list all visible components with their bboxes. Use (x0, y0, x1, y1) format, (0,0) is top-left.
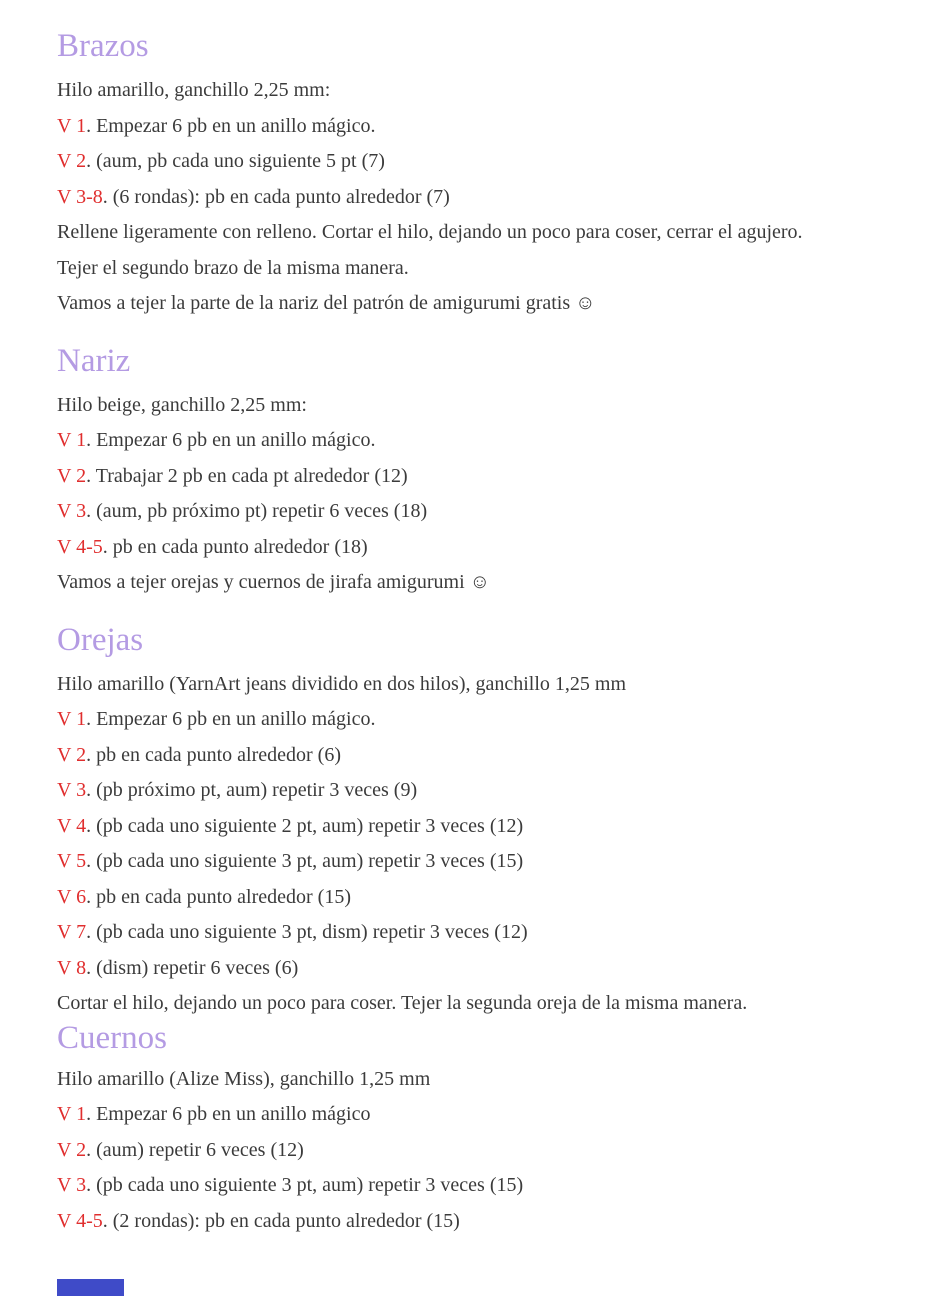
pattern-line (57, 915, 893, 951)
pattern-line (57, 738, 893, 774)
round-instruction: . (aum, pb próximo pt) repetir 6 veces (18) (86, 500, 428, 522)
pattern-line (57, 251, 893, 287)
pattern-line (57, 144, 893, 180)
round-instruction: . (pb cada uno siguiente 3 pt, aum) repetir 3 veces (15) (86, 1174, 524, 1196)
pattern-line (57, 951, 893, 987)
round-label: V 1 (57, 1103, 87, 1125)
round-label: V 2 (57, 464, 87, 487)
round-instruction: . pb en cada punto alrededor (18) (102, 535, 368, 558)
pattern-line (57, 388, 893, 424)
round-instruction: Rellene ligeramente con relleno. Cortar el hilo, dejando un poco para coser, cerrar el agujero. (57, 221, 803, 243)
pattern-line (57, 1097, 893, 1133)
round-instruction: . (pb cada uno siguiente 3 pt, aum) repetir 3 veces (15) (86, 850, 524, 872)
round-label: V 1 (57, 114, 87, 137)
round-instruction: . (2 rondas): pb en cada punto alrededor (15) (102, 1209, 460, 1232)
pattern-line (57, 494, 893, 530)
round-instruction: . (aum, pb cada uno siguiente 5 pt (7) (86, 150, 385, 172)
section-title-brazos: Brazos (57, 28, 149, 64)
pattern-line (57, 1133, 893, 1169)
round-instruction: . pb en cada punto alrededor (6) (86, 743, 341, 766)
pattern-line (57, 73, 893, 109)
section-title-orejas: Orejas (57, 621, 144, 658)
round-instruction: . Empezar 6 pb en un anillo mágico. (86, 429, 376, 451)
round-label: V 4-5 (57, 535, 103, 558)
pattern-line (57, 1062, 893, 1098)
round-label: V 8 (57, 956, 87, 979)
round-label: V 3 (57, 1174, 87, 1196)
round-instruction: Hilo amarillo, ganchillo 2,25 mm: (57, 79, 331, 101)
pattern-line (57, 1168, 893, 1204)
round-label: V 2 (57, 1138, 87, 1161)
round-label: V 3 (57, 500, 87, 522)
round-label: V 2 (57, 743, 87, 766)
round-label: V 2 (57, 150, 87, 172)
round-label: V 6 (57, 885, 87, 908)
round-instruction: Hilo beige, ganchillo 2,25 mm: (57, 393, 307, 416)
round-label: V 1 (57, 429, 87, 451)
round-instruction: Tejer el segundo brazo de la misma manera. (57, 256, 409, 279)
round-label: V 3-8 (57, 185, 103, 208)
round-instruction: . (6 rondas): pb en cada punto alrededor (7) (102, 185, 450, 208)
pattern-line (57, 773, 893, 809)
pattern-line (57, 286, 893, 322)
round-instruction: . pb en cada punto alrededor (15) (86, 885, 351, 908)
round-label: V 5 (57, 850, 87, 872)
clipped-bottom-element (57, 1279, 124, 1296)
round-instruction: . Empezar 6 pb en un anillo mágico. (86, 114, 376, 137)
round-label: V 4-5 (57, 1209, 103, 1232)
round-instruction: . Trabajar 2 pb en cada pt alrededor (12) (86, 464, 408, 487)
round-instruction: Cortar el hilo, dejando un poco para coser. Tejer la segunda oreja de la misma manera. (57, 992, 748, 1014)
pattern-line (57, 667, 893, 703)
round-label: V 1 (57, 708, 87, 730)
round-instruction: . (pb cada uno siguiente 3 pt, dism) repetir 3 veces (12) (86, 921, 528, 943)
round-instruction: . (pb cada uno siguiente 2 pt, aum) repetir 3 veces (12) (86, 814, 524, 837)
pattern-line (57, 215, 893, 251)
round-label: V 4 (57, 814, 87, 837)
section-title-cuernos: Cuernos (57, 1019, 167, 1056)
pattern-line (57, 180, 893, 216)
round-label: V 3 (57, 779, 87, 801)
round-instruction: Vamos a tejer orejas y cuernos de jirafa amigurumi ☺ (57, 571, 491, 593)
pattern-line (57, 423, 893, 459)
round-instruction: . Empezar 6 pb en un anillo mágico (86, 1103, 371, 1125)
pattern-line (57, 880, 893, 916)
pattern-line (57, 530, 893, 566)
round-instruction: . (pb próximo pt, aum) repetir 3 veces (9) (86, 779, 418, 801)
round-instruction: Hilo amarillo (Alize Miss), ganchillo 1,25 mm (57, 1067, 431, 1090)
round-instruction: Vamos a tejer la parte de la nariz del patrón de amigurumi gratis ☺ (57, 292, 596, 314)
pattern-line (57, 109, 893, 145)
pattern-line (57, 809, 893, 845)
round-instruction: Hilo amarillo (YarnArt jeans dividido en dos hilos), ganchillo 1,25 mm (57, 672, 627, 695)
section-title-nariz: Nariz (57, 342, 131, 379)
round-label: V 7 (57, 921, 87, 943)
pattern-line (57, 565, 893, 601)
pattern-line (57, 844, 893, 880)
round-instruction: . Empezar 6 pb en un anillo mágico. (86, 708, 376, 730)
round-instruction: . (dism) repetir 6 veces (6) (86, 956, 299, 979)
pattern-line (57, 702, 893, 738)
round-instruction: . (aum) repetir 6 veces (12) (86, 1138, 304, 1161)
pattern-line (57, 1204, 893, 1240)
pattern-line (57, 459, 893, 495)
